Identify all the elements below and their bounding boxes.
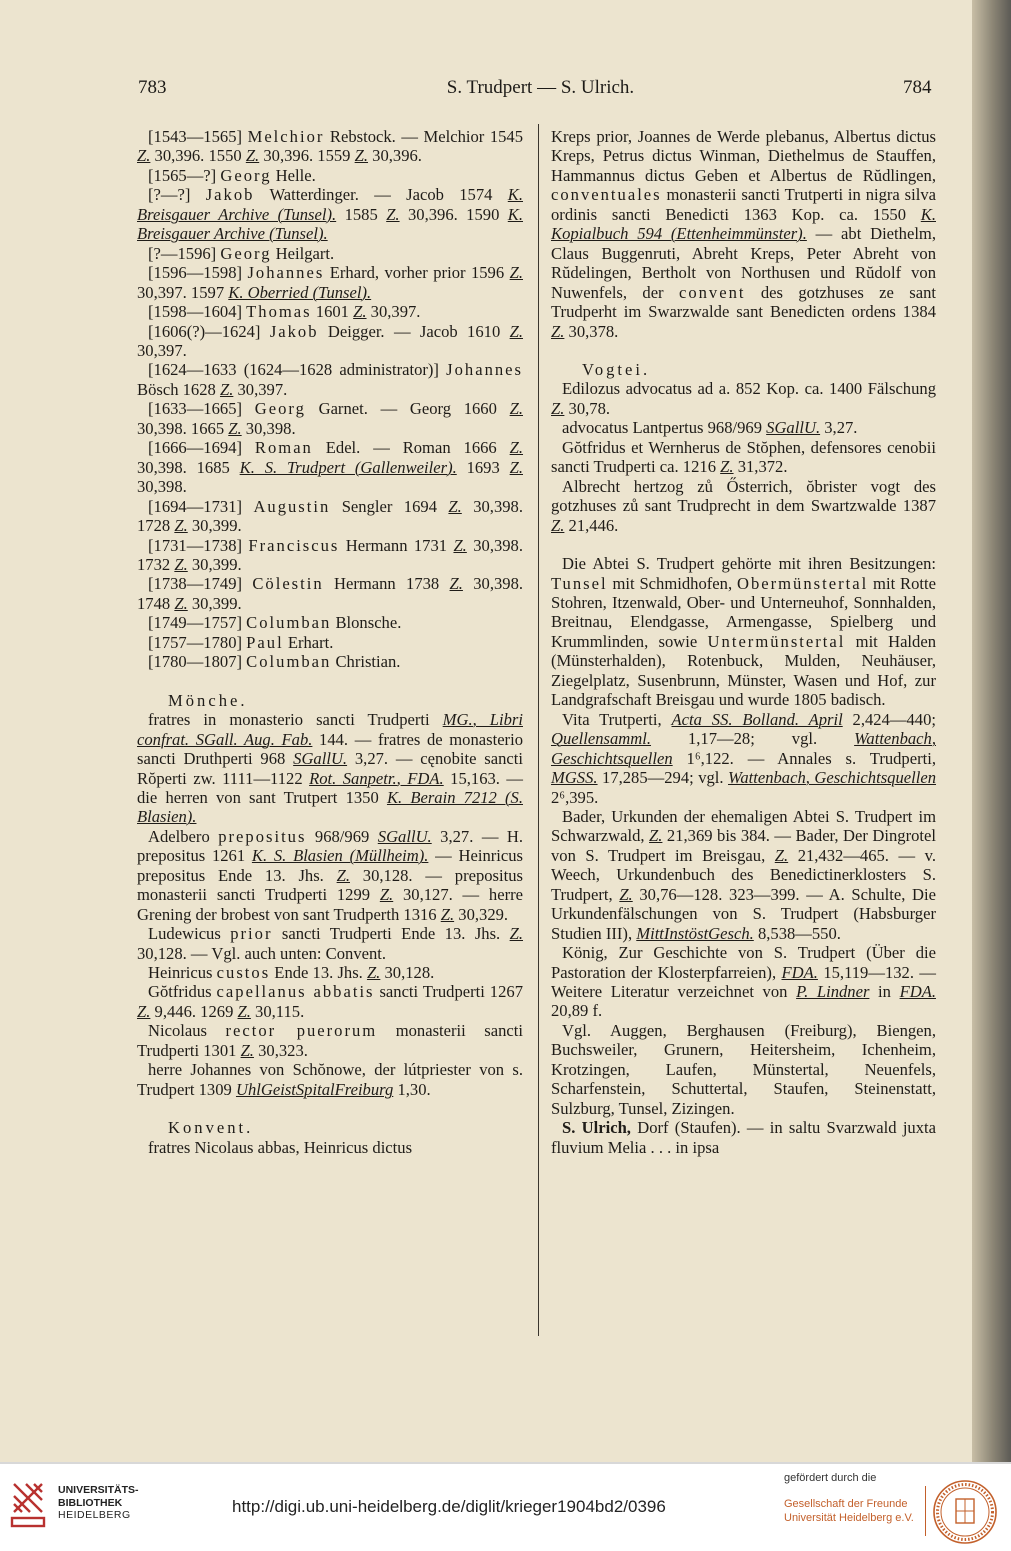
source-citation: MittInstöstGesch. (636, 923, 754, 943)
paragraph-text: 1693 (456, 457, 510, 477)
paragraph-text: monasterii sancti Trudperti 1301 (137, 1021, 523, 1060)
spaced-name: Paul (246, 632, 284, 652)
paragraph-text: 15,119—132. — Weitere Literatur verzeichnet von (551, 962, 936, 1002)
source-citation: Z. (440, 904, 455, 924)
paragraph-text: advocatus Lantpertus 968/969 (562, 418, 767, 438)
source-citation: UhlGeistSpitalFreiburg (235, 1079, 394, 1099)
paragraph-text: 30,128. — prepositus monasterii sancti Trudperti 1299 (137, 865, 523, 905)
paragraph-text: [1596—1598] (148, 263, 248, 283)
source-citation: Z. (240, 1040, 254, 1060)
paragraph-text: mit Rotte Stohren, Itzenwald, Ober- und Unterneuhof, Sonnhalden, Breitnau, Elendgasse, Armengasse, Spielberg und Krummlinden, sowie (551, 573, 936, 651)
spaced-name: Melchior (247, 127, 325, 146)
section-heading: Konvent. (168, 1118, 254, 1138)
source-citation: Wattenbach, Geschichtsquellen (728, 768, 937, 788)
source-citation: Z. (379, 885, 394, 905)
text-paragraph (137, 963, 523, 982)
paragraph-text: Bösch 1628 (137, 379, 220, 399)
source-citation: Z. (354, 146, 369, 166)
spaced-name: Roman (254, 438, 313, 458)
source-citation: Z. (174, 593, 188, 613)
text-paragraph (137, 1060, 523, 1099)
paragraph-text: 30,396. (368, 146, 422, 166)
spaced-name: conventuales (551, 185, 662, 205)
text-paragraph (137, 438, 523, 496)
text-paragraph (551, 418, 936, 437)
source-citation: Z. (551, 515, 565, 535)
source-citation: Z. (174, 516, 188, 536)
spaced-name: custos (216, 963, 271, 983)
spaced-name: convent (678, 282, 746, 302)
source-citation: Z. (137, 146, 151, 166)
source-citation: Z. (509, 924, 523, 944)
source-citation: SGallU. (293, 749, 348, 769)
paragraph-text: 1,17—28; vgl. (651, 729, 855, 749)
paragraph-text: 3,27. — cęnobite sancti Rŏperti zw. 1111—1122 (137, 749, 523, 788)
source-citation: Z. (219, 379, 234, 399)
paragraph-text: 30,127. — herre Grening der brobest von sant Trudperth 1316 (137, 885, 523, 924)
paragraph-text: [1633—1665] (148, 399, 255, 419)
source-citation: Z. (448, 496, 462, 516)
page-number-left: 783 (138, 77, 167, 98)
paragraph-text: 30,128. — Vgl. auch unten: Convent. (137, 943, 387, 963)
running-title: S. Trudpert — S. Ulrich. (446, 77, 635, 98)
source-citation: SGallU. (766, 418, 821, 438)
paragraph-text: Nicolaus (148, 1021, 226, 1041)
left-text-column (137, 127, 523, 1342)
source-citation: Quellensamml. (551, 729, 652, 749)
text-paragraph (137, 1021, 523, 1060)
paragraph-text: 21,446. (564, 515, 619, 535)
paragraph-text: Garnet. — Georg 1660 (305, 399, 510, 419)
source-citation: Z. (245, 146, 260, 166)
page-number-right: 784 (903, 77, 932, 98)
text-paragraph (551, 1021, 936, 1118)
text-paragraph (137, 924, 523, 963)
source-citation: Z. (551, 321, 565, 341)
paragraph-text: Gŏtfridus et Wernherus de Stŏphen, defensores cenobii sancti Trudperti ca. 1216 (551, 437, 936, 477)
paragraph-text: [1624—1633 (1624—1628 administrator)] (148, 360, 447, 380)
paragraph-text: Gŏtfridus (148, 982, 217, 1002)
text-paragraph (551, 554, 936, 710)
paragraph-text: 1601 (311, 302, 354, 322)
text-paragraph (137, 322, 523, 361)
society-name-line1: Gesellschaft der Freunde (784, 1498, 908, 1510)
spaced-name: Cölestin (252, 574, 324, 594)
paragraph-text: König, Zur Geschichte von S. Trudpert (Über die Pastoration der Klosterpfarreien), (551, 943, 936, 982)
text-paragraph (551, 1118, 936, 1157)
paragraph-text: 30,397. 1597 (137, 282, 229, 302)
spaced-name: Thomas (246, 302, 312, 322)
source-citation: Z. (137, 1001, 151, 1021)
spaced-name: Obermünstertal (736, 573, 869, 593)
text-paragraph (551, 710, 936, 807)
source-citation: Z. (453, 535, 467, 555)
paragraph-text: [1757—1780] (148, 632, 247, 652)
university-seal-icon (932, 1479, 998, 1545)
paragraph-text: 30,399. (187, 554, 242, 574)
paragraph-text: 30,397. (137, 340, 187, 360)
paragraph-text: 30,398. (241, 418, 296, 438)
source-citation: Z. (649, 826, 663, 846)
text-paragraph (551, 477, 936, 535)
source-citation: Z. (509, 438, 524, 458)
source-citation: FDA. (899, 982, 936, 1002)
paragraph-text: [1749—1757] (148, 613, 247, 633)
paragraph-text: 2⁶,395. (551, 787, 599, 807)
source-citation: K. S. Blasien (Müllheim). (251, 846, 429, 866)
column-divider (538, 124, 539, 1336)
source-citation: SGallU. (377, 826, 432, 846)
paragraph-text: 15,163. — die herren von sant Trutpert 1350 (137, 768, 523, 807)
paragraph-text: Edilozus advocatus ad a. 852 Kop. ca. 1400 Fälschung (562, 379, 936, 399)
source-citation: Z. (509, 263, 523, 283)
spaced-name: capellanus abbatis (216, 982, 375, 1002)
paragraph-text: mit Halden (Münsterhalden), Rotenbuck, Mulden, Neuhäuser, Ziegelplatz, Susenbrunn, Münster, Wasen und Hof, zur Landgrafschaft Breisgau und wurde 1805 badisch. (551, 631, 936, 710)
text-paragraph (137, 574, 523, 613)
text-paragraph (137, 1138, 523, 1157)
paragraph-text: Erhart. (283, 632, 334, 652)
paragraph-text: Hermann 1731 (339, 535, 454, 555)
library-name (58, 1484, 178, 1522)
source-citation: K. Breisgauer Archive (Tunsel). (137, 204, 523, 244)
library-logo-icon (8, 1478, 48, 1530)
paragraph-text: 30,128. (380, 963, 435, 983)
spaced-name: Jakob (205, 185, 255, 205)
paragraph-text: 30,78. (564, 398, 611, 418)
paragraph-text: monasterii sancti Trutperti in nigra silva ordinis sancti Benedicti 1363 Kop. ca. 1550 (551, 185, 936, 224)
library-name-line1: UNIVERSITÄTS- (58, 1484, 139, 1496)
source-citation: Z. (509, 399, 523, 419)
paragraph-text: 144. — fratres de monasterio sancti Druthperti 968 (137, 729, 523, 769)
paragraph-text: 30,399. (187, 516, 242, 536)
source-citation: K. Oberried (Tunsel). (228, 282, 372, 302)
paragraph-text: [1694—1731] (148, 496, 254, 516)
source-citation: Z. (336, 865, 350, 885)
text-paragraph (137, 360, 523, 399)
paragraph-text: Albrecht hertzog zů Ősterrich, ŏbrister vogt des gotzhuses zů sant Trudprecht in dem Swartzwalde 1387 (551, 476, 936, 516)
spaced-name: prepositus (218, 826, 307, 846)
source-citation: Z. (509, 457, 523, 477)
book-spine-shadow (972, 0, 1011, 1462)
source-citation: Z. (509, 321, 523, 341)
paragraph-text: 30,397. (366, 302, 421, 322)
funded-by-label: gefördert durch die (784, 1472, 877, 1484)
spaced-name: Georg (220, 165, 272, 185)
paragraph-text: Heilgart. (271, 243, 335, 263)
paragraph-text: Vgl. Auggen, Berghausen (Freiburg), Biengen, Buchsweiler, Grunern, Heitersheim, Ichenheim, Krotzingen, Laufen, Münstertal, Neuenfels, Scharfenstein, Schuttertal, Staufen, Steinenstatt, Sulzburg, Tunsel, Zizingen. (551, 1020, 936, 1118)
paragraph-text: 30,398. 1685 (137, 457, 240, 477)
spaced-name: Franciscus (248, 535, 340, 555)
source-citation: Acta SS. Bolland. April (671, 709, 843, 729)
paragraph-text: Hermann 1738 (323, 574, 450, 594)
text-paragraph (137, 166, 523, 185)
paragraph-text: 3,27. — H. prepositus 1261 (137, 826, 524, 866)
viewer-footer (0, 1462, 1011, 1551)
source-citation: Z. (774, 845, 789, 865)
paragraph-text: [?—1596] (148, 243, 221, 263)
paragraph-text: 8,538—550. (753, 923, 841, 943)
paragraph-text: Deigger. — Jacob 1610 (318, 321, 510, 341)
spaced-name: Jakob (269, 321, 319, 341)
paragraph-text: mit Schmidhofen, (607, 573, 737, 593)
paragraph-text: Adelbero (148, 826, 219, 846)
paragraph-text: 3,27. (820, 418, 858, 438)
paragraph-text: fratres Nicolaus abbas, Heinricus dictus (148, 1137, 413, 1157)
source-citation: P. Lindner (796, 982, 870, 1002)
paragraph-text: 30,329. (454, 904, 509, 924)
paragraph-text: 31,372. (733, 457, 788, 477)
paragraph-text: Dorf (Staufen). — in saltu Svarzwald juxta fluvium Melia . . . in ipsa (551, 1118, 936, 1157)
paragraph-text: Sengler 1694 (330, 496, 449, 516)
text-paragraph (137, 710, 523, 827)
paragraph-text: Christian. (331, 652, 401, 672)
paragraph-text: Kreps prior, Joannes de Werde plebanus, Albertus dictus Kreps, Petrus dictus Winman, Diethelmus de Stauffen, Hammannus dictus Geben et Albertus de Rŭdlingen, (551, 127, 936, 185)
library-name-line2: BIBLIOTHEK (58, 1496, 123, 1509)
paragraph-text: Rebstock. — Melchior 1545 (324, 127, 524, 146)
paragraph-text: Bader, Urkunden der ehemaligen Abtei S. Trudpert im Schwarzwald, (551, 806, 936, 846)
entry-heading: S. Ulrich, (562, 1118, 631, 1138)
source-citation: Z. (366, 963, 381, 983)
paragraph-text: Die Abtei S. Trudpert gehörte mit ihren Besitzungen: (562, 554, 936, 574)
source-citation: Z. (551, 398, 565, 418)
paragraph-text: 30,398. 1748 (137, 574, 524, 613)
source-citation: Z. (449, 574, 463, 594)
paragraph-text: 30,398. (137, 477, 187, 497)
paragraph-text: Heinricus (148, 963, 217, 983)
paragraph-text: Edel. — Roman 1666 (312, 438, 510, 458)
source-citation: MGSS. (551, 768, 598, 788)
source-citation: K. S. Trudpert (Gallenweiler). (239, 457, 457, 477)
text-paragraph (137, 399, 523, 438)
source-citation: K. Breisgauer Archive (Tunsel). (137, 185, 523, 224)
paragraph-text: 30,76—128. 323—399. — A. Schulte, Die Urkundenfälschungen von S. Trudpert (Habsburger Studien III), (551, 884, 936, 943)
text-paragraph (137, 244, 523, 263)
footer-divider (0, 1462, 1011, 1464)
paragraph-text: — Heinricus prepositus Ende 13. Jhs. (137, 846, 523, 885)
paragraph-text: Erhard, vorher prior 1596 (324, 263, 510, 283)
text-paragraph (551, 943, 936, 1021)
paragraph-text: [1780—1807] (148, 652, 247, 672)
paragraph-text: 1585 (336, 204, 387, 224)
paragraph-text: [?—?] (148, 185, 206, 205)
permalink-url[interactable]: http://digi.ub.uni-heidelberg.de/diglit/krieger1904bd2/0396 (232, 1497, 666, 1516)
paragraph-text: 30,115. (250, 1001, 305, 1021)
text-paragraph (137, 302, 523, 321)
paragraph-text: herre Johannes von Schŏnowe, der lútpriester von s. Trudpert 1309 (137, 1060, 523, 1099)
spaced-name: Georg (254, 399, 306, 419)
paragraph-text: in (869, 982, 900, 1002)
spaced-name: rector puerorum (225, 1021, 378, 1041)
paragraph-text: 30,378. (564, 321, 619, 341)
text-paragraph (137, 827, 523, 924)
paragraph-text: Helle. (271, 165, 316, 185)
text-paragraph (137, 185, 523, 243)
text-paragraph (137, 536, 523, 575)
paragraph-text: fratres in monasterio sancti Trudperti (148, 710, 443, 730)
paragraph-text: sancti Trudperti 1267 (374, 982, 523, 1002)
paragraph-gap (551, 535, 936, 554)
source-citation: K. Berain 7212 (S. Blasien). (137, 787, 523, 827)
paragraph-text: 9,446. 1269 (150, 1001, 238, 1021)
source-citation: Z. (174, 554, 188, 574)
paragraph-text: 30,396. 1559 (259, 146, 355, 166)
paragraph-text: [1731—1738] (148, 535, 249, 555)
spaced-name: Columban (246, 652, 332, 672)
source-citation: Z. (228, 418, 242, 438)
text-paragraph (137, 652, 523, 671)
spaced-name: Georg (220, 243, 272, 263)
source-citation: Z. (720, 457, 734, 477)
paragraph-text: Blonsche. (331, 613, 402, 633)
spaced-name: Columban (246, 613, 332, 633)
paragraph-text: 30,323. (253, 1040, 308, 1060)
paragraph-text: Vita Trutperti, (562, 709, 672, 729)
text-paragraph (551, 807, 936, 943)
paragraph-text: [1565—?] (148, 165, 221, 185)
paragraph-text: [1738—1749] (148, 574, 253, 594)
spaced-name: Augustin (253, 496, 331, 516)
paragraph-text: [1606(?)—1624] (148, 321, 270, 341)
paragraph-text: 20,89 f. (551, 1001, 603, 1021)
library-name-line3: HEIDELBERG (58, 1509, 131, 1521)
spaced-name: Untermünstertal (707, 631, 846, 651)
paragraph-text: 21,369 bis 384. — Bader, Der Dingrotel von S. Trudpert im Breisgau, (551, 826, 937, 865)
source-citation: K. Kopialbuch 594 (Ettenheimmünster). (551, 204, 936, 244)
text-paragraph (137, 633, 523, 652)
text-paragraph (137, 263, 523, 302)
paragraph-text: 968/969 (306, 826, 378, 846)
society-name-line2: Universität Heidelberg e.V. (784, 1512, 914, 1524)
text-paragraph (551, 438, 936, 477)
paragraph-text: 30,397. (233, 379, 288, 399)
paragraph-text: 30,398. 1665 (137, 418, 229, 438)
spaced-name: prior (230, 924, 273, 944)
paragraph-text: 30,399. (187, 593, 242, 613)
source-citation: FDA. (781, 962, 818, 982)
spaced-name: Johannes (247, 263, 325, 283)
source-citation: Wattenbach, Geschichtsquellen (551, 729, 936, 768)
source-citation: Z. (386, 204, 400, 224)
paragraph-text: Watterdinger. — Jacob 1574 (254, 185, 508, 205)
paragraph-text: 17,285—294; vgl. (597, 768, 729, 788)
text-paragraph (551, 379, 936, 418)
section-heading: Vogtei. (582, 359, 651, 379)
source-citation: Rot. Sanpetr., FDA. (309, 768, 444, 788)
paragraph-text: 30,396. 1550 (150, 146, 246, 166)
paragraph-text: 30,398. 1732 (137, 535, 524, 574)
text-paragraph (137, 497, 523, 536)
section-heading: Mönche. (168, 690, 248, 710)
source-citation: Z. (619, 884, 633, 904)
paragraph-text: 2,424—440; (842, 709, 936, 729)
paragraph-text: sancti Trudperti Ende 13. Jhs. (272, 924, 510, 944)
paragraph-text: 1,30. (393, 1079, 431, 1099)
paragraph-text: 30,398. 1728 (137, 496, 523, 536)
text-paragraph (137, 982, 523, 1021)
spaced-name: Tunsel (551, 573, 608, 593)
paragraph-text: [1543—1565] (148, 127, 248, 146)
paragraph-text: 21,432—465. — v. Weech, Urkundenbuch des Benedictinerklosters S. Trudpert, (551, 845, 936, 904)
paragraph-text: Ludewicus (148, 924, 231, 944)
right-text-column (551, 127, 936, 1342)
paragraph-text: 1⁶,122. — Annales s. Trudperti, (672, 748, 936, 768)
text-paragraph (137, 613, 523, 632)
society-divider (925, 1486, 926, 1536)
source-citation: MG., Libri confrat. SGall. Aug. Fab. (137, 710, 523, 749)
source-citation: Z. (237, 1001, 251, 1021)
paragraph-text: 30,396. 1590 (399, 204, 508, 224)
paragraph-text: [1666—1694] (148, 438, 255, 458)
text-paragraph (551, 127, 936, 341)
paragraph-text: — abt Diethelm, Claus Buggenruti, Abreht Kreps, Peter Abreht von Rŭdelingen, Bertholt von Northusen und Rŭdolf von Nuwenfels, der (551, 224, 936, 302)
text-paragraph (137, 127, 523, 166)
paragraph-text: des gotzhuses ze sant Trudperht im Swarzwalde sant Benedicten ordens 1384 (551, 282, 936, 322)
source-citation: Z. (353, 302, 367, 322)
spaced-name: Johannes (446, 360, 523, 380)
paragraph-text: [1598—1604] (148, 302, 247, 322)
paragraph-text: Ende 13. Jhs. (270, 963, 367, 983)
